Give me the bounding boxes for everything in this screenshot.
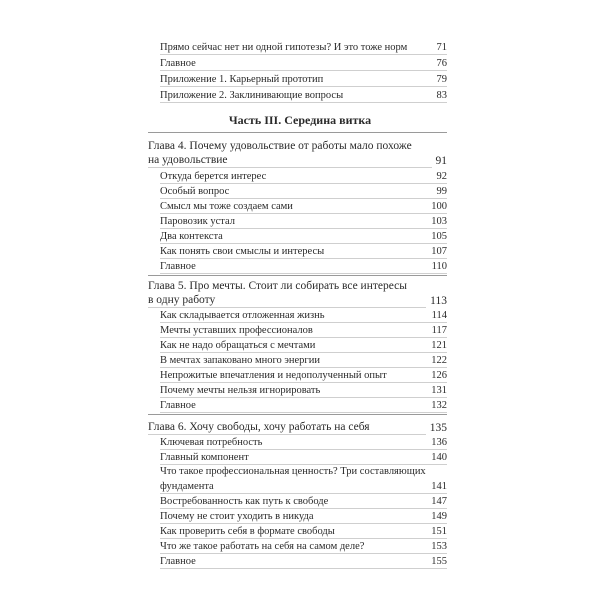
section-divider	[148, 132, 447, 133]
toc-entry-label: Непрожитые впечатления и недополученный опыт	[160, 370, 387, 381]
toc-entry	[160, 324, 447, 338]
toc-entry-label: Почему мечты нельзя игнорировать	[160, 385, 321, 396]
toc-entry	[160, 73, 447, 87]
toc-entry-label: Два контекста	[160, 231, 223, 242]
toc-entry-page: 155	[431, 556, 447, 567]
toc-entry-page: 117	[431, 325, 447, 336]
toc-entry-label: Как понять свои смыслы и интересы	[160, 246, 325, 257]
toc-entry-page: 149	[431, 511, 447, 522]
toc-entry-page: 140	[431, 452, 447, 463]
toc-entry-page: 136	[431, 437, 447, 448]
toc-entry	[160, 230, 447, 244]
toc-entry-label: Как складывается отложенная жизнь	[160, 310, 325, 321]
toc-entry-label: Как проверить себя в формате свободы	[160, 526, 335, 537]
toc-entry	[160, 57, 447, 71]
toc-entry-page: 79	[436, 74, 447, 85]
toc-entry	[160, 339, 447, 353]
chapter-title: Глава 5. Про мечты. Стоит ли собирать все интересы	[148, 280, 407, 292]
chapter-page: 91	[435, 155, 447, 167]
toc-entry	[160, 185, 447, 199]
toc-entry	[160, 215, 447, 229]
toc-entry-page: 121	[431, 340, 447, 351]
chapter-page: 135	[429, 422, 447, 434]
toc-entry	[160, 540, 447, 554]
toc-entry-page: 83	[436, 90, 447, 101]
toc-entry	[160, 480, 447, 494]
toc-entry	[160, 525, 447, 539]
toc-entry	[160, 369, 447, 383]
toc-entry-label: Смысл мы тоже создаем сами	[160, 201, 293, 212]
toc-entry-label: Востребованность как путь к свободе	[160, 496, 329, 507]
toc-entry	[160, 451, 447, 465]
toc-entry-label: Что же такое работать на себя на самом деле?	[160, 541, 365, 552]
toc-entry-label: Паровозик устал	[160, 216, 235, 227]
chapter-title-line	[148, 294, 447, 308]
toc-entry-label: Как не надо обращаться с мечтами	[160, 340, 316, 351]
toc-entry	[160, 260, 447, 274]
toc-entry-page: 76	[436, 58, 447, 69]
toc-entry-page: 92	[436, 171, 447, 182]
toc-entry	[160, 384, 447, 398]
toc-entry-page: 131	[431, 385, 447, 396]
toc-entry	[160, 170, 447, 184]
toc-entry-label: Главный компонент	[160, 452, 249, 463]
toc-entry-page: 99	[436, 186, 447, 197]
toc-entry-page: 153	[431, 541, 447, 552]
toc-entry-label: Главное	[160, 58, 196, 69]
toc-entry-label: В мечтах запаковано много энергии	[160, 355, 320, 366]
toc-entry-label: Мечты уставших профессионалов	[160, 325, 313, 336]
toc-entry-page: 103	[431, 216, 447, 227]
toc-entry	[160, 89, 447, 103]
toc-entry-label: Прямо сейчас нет ни одной гипотезы? И это тоже норм	[160, 42, 408, 53]
section-divider	[148, 414, 447, 415]
toc-entry-page: 107	[431, 246, 447, 257]
toc-entry	[160, 41, 447, 55]
toc-entry-label: Почему не стоит уходить в никуда	[160, 511, 314, 522]
toc-entry-label: Приложение 2. Заклинивающие вопросы	[160, 90, 344, 101]
chapter-page: 113	[430, 295, 447, 307]
toc-entry-label: Что такое профессиональная ценность? Три составляющих	[160, 466, 426, 477]
section-divider	[148, 275, 447, 276]
toc-entry-page: 100	[431, 201, 447, 212]
toc-entry-page: 105	[431, 231, 447, 242]
toc-entry-page: 147	[431, 496, 447, 507]
toc-entry	[160, 399, 447, 413]
toc-entry-label: Ключевая потребность	[160, 437, 263, 448]
toc-entry-label: Откуда берется интерес	[160, 171, 267, 182]
chapter-title: Глава 6. Хочу свободы, хочу работать на себя	[148, 420, 426, 435]
part-title: Часть III. Середина витка	[228, 113, 372, 127]
toc-entry	[160, 309, 447, 323]
toc-entry-page: 110	[431, 261, 447, 272]
toc-entry-page: 151	[431, 526, 447, 537]
toc-entry-page: 122	[431, 355, 447, 366]
toc-entry	[160, 200, 447, 214]
chapter-title: Глава 4. Почему удовольствие от работы мало похоже	[148, 140, 412, 152]
chapter-title-line	[148, 421, 447, 435]
chapter-title-continued: в одну работу	[148, 293, 426, 308]
toc-entry-label: Особый вопрос	[160, 186, 230, 197]
toc-entry	[160, 245, 447, 259]
toc-entry-page: 114	[431, 310, 447, 321]
toc-entry	[160, 436, 447, 450]
toc-entry-label: Главное	[160, 400, 196, 411]
toc-entry	[160, 495, 447, 509]
chapter-title-line	[148, 154, 447, 168]
toc-entry	[160, 555, 447, 569]
toc-entry-page: 132	[431, 400, 447, 411]
toc-entry-page: 126	[431, 370, 447, 381]
toc-entry-page: 141	[431, 481, 447, 492]
toc-entry-label: Главное	[160, 556, 196, 567]
toc-entry-label: Главное	[160, 261, 196, 272]
toc-entry	[160, 354, 447, 368]
toc-entry-label-continued: фундамента	[160, 481, 214, 492]
toc-entry-page: 71	[436, 42, 447, 53]
chapter-title-continued: на удовольствие	[148, 153, 432, 168]
toc-entry-label: Приложение 1. Карьерный прототип	[160, 74, 324, 85]
toc-entry	[160, 510, 447, 524]
